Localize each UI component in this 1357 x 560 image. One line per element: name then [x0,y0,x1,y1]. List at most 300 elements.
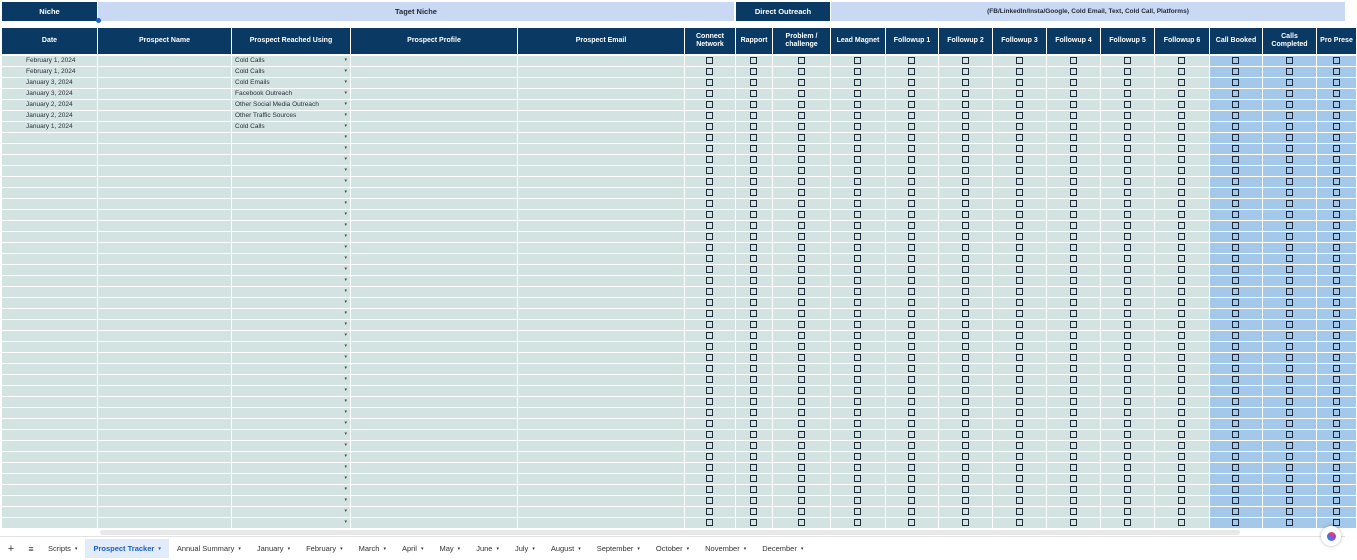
table-cell[interactable] [831,232,886,243]
dropdown-arrow-icon[interactable]: ▾ [344,464,347,470]
table-cell[interactable] [1210,463,1263,474]
table-cell[interactable] [98,287,232,298]
checkbox[interactable] [1286,299,1293,306]
checkbox[interactable] [908,343,915,350]
table-cell[interactable] [1210,408,1263,419]
checkbox[interactable] [854,365,861,372]
table-cell[interactable] [993,243,1047,254]
table-cell[interactable] [736,408,773,419]
table-cell[interactable] [831,177,886,188]
checkbox[interactable] [854,420,861,427]
table-cell[interactable] [831,452,886,463]
checkbox[interactable] [706,90,713,97]
table-cell[interactable] [886,320,939,331]
table-cell[interactable] [736,243,773,254]
checkbox[interactable] [1016,101,1023,108]
checkbox[interactable] [1178,299,1185,306]
checkbox[interactable] [908,420,915,427]
checkbox[interactable] [854,288,861,295]
table-cell[interactable] [1263,67,1317,78]
checkbox[interactable] [1070,288,1077,295]
checkbox[interactable] [1124,112,1131,119]
table-cell[interactable] [1317,375,1357,386]
table-cell[interactable] [98,199,232,210]
checkbox[interactable] [706,332,713,339]
table-cell[interactable] [773,309,831,320]
checkbox[interactable] [750,332,757,339]
checkbox[interactable] [908,233,915,240]
checkbox[interactable] [1178,453,1185,460]
table-cell[interactable] [1263,133,1317,144]
table-cell[interactable] [1155,133,1210,144]
checkbox[interactable] [1286,442,1293,449]
table-cell[interactable] [736,133,773,144]
checkbox[interactable] [798,79,805,86]
table-cell[interactable] [1101,419,1155,430]
dropdown-arrow-icon[interactable]: ▾ [344,354,347,360]
checkbox[interactable] [1124,299,1131,306]
checkbox[interactable] [908,255,915,262]
checkbox[interactable] [1286,354,1293,361]
table-cell[interactable] [518,89,685,100]
checkbox[interactable] [1286,475,1293,482]
table-cell[interactable] [2,386,98,397]
table-cell[interactable] [993,210,1047,221]
checkbox[interactable] [908,68,915,75]
table-cell[interactable] [98,78,232,89]
table-cell[interactable] [939,232,993,243]
checkbox[interactable] [798,508,805,515]
table-cell[interactable] [1317,100,1357,111]
table-cell[interactable] [1155,397,1210,408]
checkbox[interactable] [1286,189,1293,196]
table-cell[interactable] [886,111,939,122]
checkbox[interactable] [962,343,969,350]
table-cell[interactable] [1317,419,1357,430]
table-cell[interactable] [736,276,773,287]
table-cell[interactable] [831,188,886,199]
table-cell[interactable] [1155,155,1210,166]
table-cell[interactable] [1047,100,1101,111]
table-cell[interactable] [1101,67,1155,78]
checkbox[interactable] [1232,123,1239,130]
table-cell[interactable] [939,397,993,408]
table-cell[interactable] [773,166,831,177]
checkbox[interactable] [706,464,713,471]
dropdown-arrow-icon[interactable]: ▾ [344,299,347,305]
checkbox[interactable] [908,244,915,251]
table-cell[interactable] [1155,287,1210,298]
table-cell[interactable] [518,221,685,232]
table-cell[interactable] [518,408,685,419]
table-cell[interactable] [98,419,232,430]
table-cell[interactable] [1047,309,1101,320]
table-cell[interactable] [1047,485,1101,496]
checkbox[interactable] [750,178,757,185]
table-cell[interactable] [351,309,518,320]
checkbox[interactable] [1124,288,1131,295]
tab-menu-caret-icon[interactable]: ▾ [340,545,343,552]
checkbox[interactable] [1286,101,1293,108]
checkbox[interactable] [908,189,915,196]
table-cell[interactable] [773,100,831,111]
checkbox[interactable] [1124,398,1131,405]
checkbox[interactable] [798,376,805,383]
table-cell[interactable] [736,111,773,122]
checkbox[interactable] [1232,57,1239,64]
table-cell[interactable] [736,265,773,276]
sheet-tab[interactable] [169,539,249,558]
checkbox[interactable] [1333,354,1340,361]
table-cell[interactable] [1155,507,1210,518]
table-cell[interactable] [518,386,685,397]
table-cell[interactable] [886,100,939,111]
checkbox[interactable] [1232,420,1239,427]
checkbox[interactable] [750,508,757,515]
table-cell[interactable] [685,331,736,342]
checkbox[interactable] [1178,178,1185,185]
checkbox[interactable] [962,376,969,383]
table-cell[interactable] [232,232,351,243]
checkbox[interactable] [750,189,757,196]
checkbox[interactable] [1178,101,1185,108]
sheet-tab[interactable] [85,539,168,558]
table-cell[interactable] [1210,496,1263,507]
table-cell[interactable] [831,408,886,419]
table-cell[interactable] [351,507,518,518]
checkbox[interactable] [1286,332,1293,339]
table-cell[interactable] [1210,221,1263,232]
table-cell[interactable] [1263,386,1317,397]
checkbox[interactable] [1178,387,1185,394]
sheet-tab[interactable] [648,539,697,558]
checkbox[interactable] [854,200,861,207]
table-cell[interactable] [685,177,736,188]
column-header[interactable]: Rapport [736,28,773,55]
checkbox[interactable] [1124,310,1131,317]
table-cell[interactable] [1263,232,1317,243]
checkbox[interactable] [1286,68,1293,75]
table-cell[interactable] [1155,111,1210,122]
table-cell[interactable] [736,309,773,320]
checkbox[interactable] [854,387,861,394]
checkbox[interactable] [1286,112,1293,119]
table-cell[interactable] [98,430,232,441]
checkbox[interactable] [1016,299,1023,306]
table-cell[interactable] [518,441,685,452]
table-cell[interactable] [886,177,939,188]
checkbox[interactable] [1333,167,1340,174]
table-cell[interactable] [1263,298,1317,309]
platforms-banner[interactable] [831,2,1345,21]
checkbox[interactable] [1016,222,1023,229]
table-cell[interactable] [939,287,993,298]
checkbox[interactable] [908,145,915,152]
table-cell[interactable] [1210,331,1263,342]
table-cell[interactable] [1263,353,1317,364]
checkbox[interactable] [1333,123,1340,130]
table-cell[interactable] [1155,166,1210,177]
table-cell[interactable] [1210,452,1263,463]
checkbox[interactable] [798,354,805,361]
table-cell[interactable] [2,485,98,496]
table-cell[interactable] [773,375,831,386]
checkbox[interactable] [750,475,757,482]
table-cell[interactable] [1101,298,1155,309]
table-cell[interactable] [1263,485,1317,496]
column-header[interactable]: Call Booked [1210,28,1263,55]
table-cell[interactable] [351,474,518,485]
checkbox[interactable] [854,508,861,515]
table-cell[interactable] [1210,507,1263,518]
table-cell[interactable] [939,144,993,155]
tab-menu-caret-icon[interactable]: ▾ [457,545,461,552]
table-cell[interactable] [1155,463,1210,474]
table-cell[interactable] [736,232,773,243]
table-cell[interactable] [518,518,685,529]
dropdown-arrow-icon[interactable]: ▾ [344,332,347,338]
table-cell[interactable] [2,474,98,485]
table-cell[interactable] [773,155,831,166]
checkbox[interactable] [854,189,861,196]
checkbox[interactable] [1070,431,1077,438]
table-cell[interactable] [1101,397,1155,408]
table-cell[interactable] [886,430,939,441]
checkbox[interactable] [750,79,757,86]
table-cell[interactable] [1101,474,1155,485]
checkbox[interactable] [962,519,969,526]
table-cell[interactable] [736,221,773,232]
table-cell[interactable] [1317,463,1357,474]
table-cell[interactable] [773,111,831,122]
horizontal-scrollbar[interactable] [100,530,1240,535]
checkbox[interactable] [798,332,805,339]
column-header[interactable]: Prospect Name [98,28,232,55]
checkbox[interactable] [1232,475,1239,482]
dropdown-arrow-icon[interactable]: ▾ [344,277,347,283]
dropdown-arrow-icon[interactable]: ▾ [344,376,347,382]
table-cell[interactable] [773,254,831,265]
checkbox[interactable] [798,101,805,108]
table-cell[interactable] [98,331,232,342]
checkbox[interactable] [706,497,713,504]
checkbox[interactable] [750,409,757,416]
checkbox[interactable] [1178,255,1185,262]
checkbox[interactable] [706,519,713,526]
checkbox[interactable] [798,134,805,141]
checkbox[interactable] [908,101,915,108]
table-cell[interactable] [232,386,351,397]
table-cell[interactable] [1101,177,1155,188]
checkbox[interactable] [908,442,915,449]
table-cell[interactable] [886,298,939,309]
table-cell[interactable] [736,441,773,452]
checkbox[interactable] [750,156,757,163]
table-cell[interactable] [98,518,232,529]
table-cell[interactable] [1210,265,1263,276]
table-cell[interactable] [773,89,831,100]
table-cell[interactable] [939,386,993,397]
checkbox[interactable] [1286,519,1293,526]
checkbox[interactable] [1333,409,1340,416]
table-cell[interactable] [1317,144,1357,155]
sheet-tab[interactable] [40,539,85,558]
checkbox[interactable] [1124,145,1131,152]
checkbox[interactable] [1286,387,1293,394]
table-cell[interactable] [1155,100,1210,111]
checkbox[interactable] [1286,123,1293,130]
table-cell[interactable] [98,353,232,364]
checkbox[interactable] [962,431,969,438]
table-cell[interactable] [98,463,232,474]
checkbox[interactable] [962,123,969,130]
checkbox[interactable] [1333,519,1340,526]
table-cell[interactable] [232,166,351,177]
checkbox[interactable] [1178,442,1185,449]
table-cell[interactable] [1155,298,1210,309]
checkbox[interactable] [854,68,861,75]
table-cell[interactable] [831,419,886,430]
table-cell[interactable] [993,67,1047,78]
checkbox[interactable] [706,310,713,317]
checkbox[interactable] [1124,321,1131,328]
dropdown-arrow-icon[interactable]: ▾ [344,90,347,96]
table-cell[interactable] [1263,507,1317,518]
table-cell[interactable] [1263,320,1317,331]
dropdown-arrow-icon[interactable]: ▾ [344,156,347,162]
table-cell[interactable] [736,430,773,441]
table-cell[interactable] [1263,452,1317,463]
table-cell[interactable] [98,221,232,232]
table-cell[interactable] [773,331,831,342]
table-cell[interactable] [351,265,518,276]
table-cell[interactable] [232,353,351,364]
table-cell[interactable] [351,496,518,507]
table-cell[interactable] [736,210,773,221]
checkbox[interactable] [1070,112,1077,119]
column-header[interactable]: Connect Network [685,28,736,55]
sheet-tab[interactable] [754,539,811,558]
checkbox[interactable] [706,233,713,240]
table-cell[interactable] [993,144,1047,155]
table-cell[interactable] [1047,364,1101,375]
checkbox[interactable] [1333,321,1340,328]
table-cell[interactable] [993,485,1047,496]
dropdown-arrow-icon[interactable]: ▾ [344,365,347,371]
table-cell[interactable] [232,298,351,309]
checkbox[interactable] [1333,255,1340,262]
table-cell[interactable] [1101,243,1155,254]
column-header[interactable]: Followup 6 [1155,28,1210,55]
table-cell[interactable] [232,210,351,221]
checkbox[interactable] [1070,354,1077,361]
table-cell[interactable] [736,298,773,309]
table-cell[interactable] [1210,166,1263,177]
table-cell[interactable] [2,232,98,243]
table-cell[interactable] [98,56,232,67]
table-cell[interactable] [939,430,993,441]
checkbox[interactable] [962,233,969,240]
checkbox[interactable] [750,310,757,317]
table-cell[interactable] [993,375,1047,386]
table-cell[interactable] [232,485,351,496]
table-cell[interactable] [993,111,1047,122]
table-cell[interactable] [886,364,939,375]
checkbox[interactable] [1333,211,1340,218]
table-cell[interactable] [886,232,939,243]
dropdown-arrow-icon[interactable]: ▾ [344,431,347,437]
checkbox[interactable] [1016,464,1023,471]
table-cell[interactable] [2,276,98,287]
table-cell[interactable] [1155,408,1210,419]
checkbox[interactable] [1070,266,1077,273]
checkbox[interactable] [1070,156,1077,163]
table-cell[interactable] [518,188,685,199]
table-cell[interactable] [98,441,232,452]
table-cell[interactable] [736,496,773,507]
table-cell[interactable] [2,430,98,441]
checkbox[interactable] [1124,409,1131,416]
table-cell[interactable] [1263,210,1317,221]
checkbox[interactable] [798,299,805,306]
table-cell[interactable] [1047,441,1101,452]
table-cell[interactable] [1101,386,1155,397]
table-cell[interactable] [2,177,98,188]
column-header[interactable]: Calls Completed [1263,28,1317,55]
table-cell[interactable] [518,430,685,441]
table-cell[interactable] [939,331,993,342]
table-cell[interactable] [773,221,831,232]
checkbox[interactable] [854,145,861,152]
checkbox[interactable] [908,112,915,119]
table-cell[interactable] [1047,177,1101,188]
checkbox[interactable] [962,255,969,262]
checkbox[interactable] [1178,519,1185,526]
table-cell[interactable] [685,441,736,452]
checkbox[interactable] [1333,57,1340,64]
table-cell[interactable] [351,243,518,254]
table-cell[interactable] [351,408,518,419]
sheet-tab[interactable] [507,539,543,558]
column-header[interactable]: Followup 2 [939,28,993,55]
checkbox[interactable] [1016,277,1023,284]
checkbox[interactable] [962,354,969,361]
table-cell[interactable] [685,474,736,485]
table-cell[interactable] [1263,199,1317,210]
checkbox[interactable] [750,343,757,350]
checkbox[interactable] [1286,255,1293,262]
checkbox[interactable] [750,167,757,174]
table-cell[interactable] [1047,298,1101,309]
checkbox[interactable] [1016,57,1023,64]
checkbox[interactable] [1070,277,1077,284]
table-cell[interactable] [1317,67,1357,78]
table-cell[interactable] [1210,144,1263,155]
table-cell[interactable] [518,309,685,320]
checkbox[interactable] [1178,431,1185,438]
table-cell[interactable] [939,199,993,210]
table-cell[interactable] [831,298,886,309]
checkbox[interactable] [1232,266,1239,273]
sheet-tab[interactable] [249,539,298,558]
table-cell[interactable] [1047,243,1101,254]
checkbox[interactable] [1016,244,1023,251]
table-cell[interactable] [886,331,939,342]
checkbox[interactable] [750,112,757,119]
table-cell[interactable] [232,364,351,375]
checkbox[interactable] [706,101,713,108]
checkbox[interactable] [854,211,861,218]
